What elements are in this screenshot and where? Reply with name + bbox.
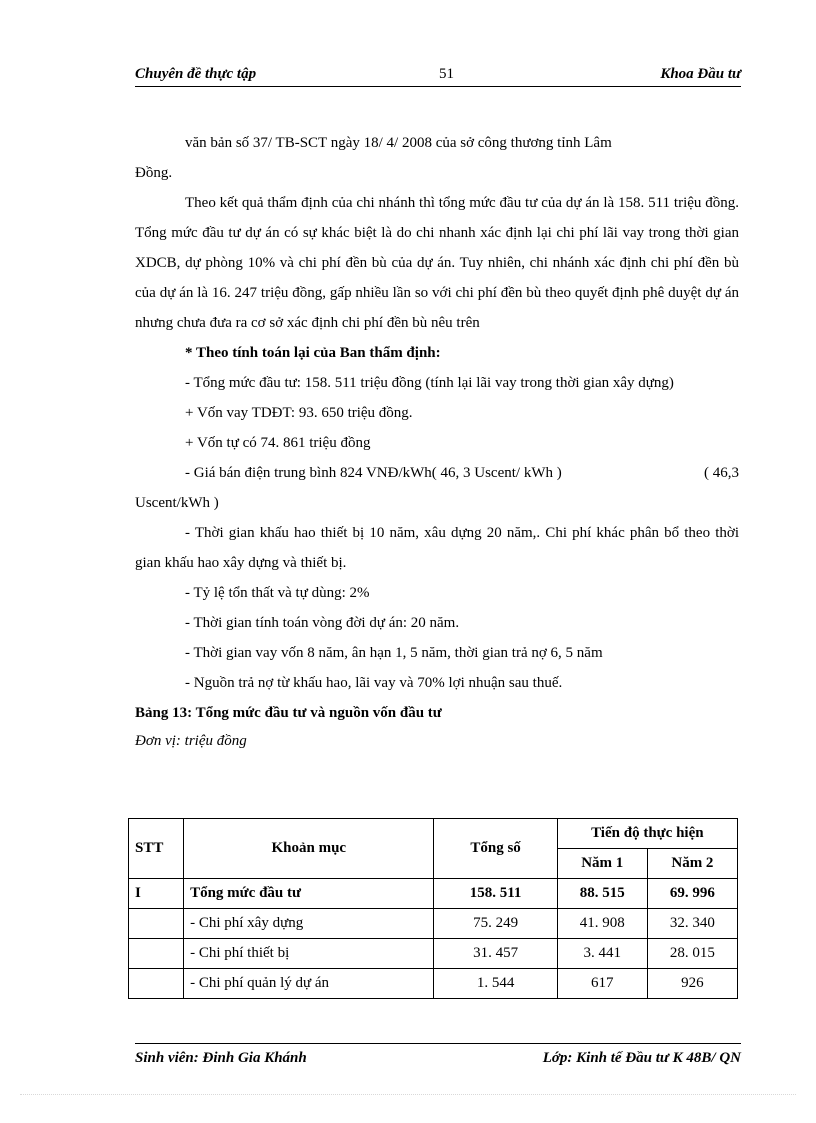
cell-item: Tổng mức đầu tư xyxy=(184,879,434,909)
header-title: Chuyên đề thực tập xyxy=(135,66,257,82)
cell-total: 75. 249 xyxy=(434,909,557,939)
table-row xyxy=(129,969,738,999)
cell-stt xyxy=(129,909,184,939)
header-year-2: Năm 2 xyxy=(647,849,737,879)
cell-year-2: 32. 340 xyxy=(647,909,737,939)
table-unit: Đơn vị: triệu đồng xyxy=(135,733,247,749)
investment-table xyxy=(128,818,738,999)
table-row xyxy=(129,909,738,939)
cell-year-2: 926 xyxy=(647,969,737,999)
table-row xyxy=(129,879,738,909)
item-repayment: - Nguồn trả nợ từ khấu hao, lãi vay và 70% lợi nhuận sau thuế. xyxy=(185,675,563,691)
page-header xyxy=(135,64,741,87)
cell-year-2: 28. 015 xyxy=(647,939,737,969)
item-depreciation: - Thời gian khấu hao thiết bị 10 năm, xâu dựng 20 năm,. Chi phí khác phân bổ theo thời gian khấu hao xây dựng và thiết bị. xyxy=(135,525,739,571)
paragraph-1-line-1: văn bản số 37/ TB-SCT ngày 18/ 4/ 2008 của sở công thương tỉnh Lâm xyxy=(185,135,612,151)
cell-year-2: 69. 996 xyxy=(647,879,737,909)
cell-total: 1. 544 xyxy=(434,969,557,999)
cell-year-1: 88. 515 xyxy=(557,879,647,909)
item-loan-term: - Thời gian vay vốn 8 năm, ân hạn 1, 5 năm, thời gian trả nợ 6, 5 năm xyxy=(185,645,603,661)
footer-student: Sinh viên: Đinh Gia Khánh xyxy=(135,1050,307,1066)
cell-item: - Chi phí xây dựng xyxy=(184,909,434,939)
cell-stt xyxy=(129,939,184,969)
cell-year-1: 617 xyxy=(557,969,647,999)
cell-stt: I xyxy=(129,879,184,909)
body-text xyxy=(135,128,739,754)
cell-item: - Chi phí thiết bị xyxy=(184,939,434,969)
cell-total: 31. 457 xyxy=(434,939,557,969)
item-electricity-price xyxy=(135,458,739,488)
header-item: Khoản mục xyxy=(184,819,434,879)
table-row xyxy=(129,939,738,969)
header-progress: Tiến độ thực hiện xyxy=(557,819,737,849)
footer-class: Lớp: Kinh tế Đầu tư K 48B/ QN xyxy=(542,1050,741,1066)
cell-year-1: 3. 441 xyxy=(557,939,647,969)
page-number: 51 xyxy=(439,66,454,82)
header-stt: STT xyxy=(129,819,184,879)
item-total-investment: - Tổng mức đầu tư: 158. 511 triệu đồng (tính lại lãi vay trong thời gian xây dựng) xyxy=(185,375,674,391)
item-price-text: - Giá bán điện trung bình 824 VNĐ/kWh( 46, 3 Uscent/ kWh ) xyxy=(185,465,562,481)
paragraph-1-line-2: Đồng. xyxy=(135,165,173,181)
table-header-row xyxy=(129,819,738,849)
page-bottom-divider xyxy=(20,1094,796,1095)
item-equity-capital: + Vốn tự có 74. 861 triệu đồng xyxy=(185,435,371,451)
paragraph-2: Theo kết quả thẩm định của chi nhánh thì tổng mức đầu tư của dự án là 158. 511 triệu đồng. Tổng mức đầu tư dự án có sự khác biệt là do chi nhanh xác định lại chi phí lãi vay trong thời gian XDCB, dự phòng 10% và chi phí đền bù của dự án. Tuy nhiên, chi nhánh xác định chi phí đền bù của dự án là 16. 247 triệu đồng, gấp nhiều lần so với chi phí đền bù theo quyết định phê duyệt dự án nhưng chưa đưa ra cơ sở xác định chi phí đền bù nêu trên xyxy=(135,195,739,331)
cell-item: - Chi phí quản lý dự án xyxy=(184,969,434,999)
section-heading: * Theo tính toán lại của Ban thẩm định: xyxy=(185,345,441,361)
item-loan-capital: + Vốn vay TDĐT: 93. 650 triệu đồng. xyxy=(185,405,413,421)
table-caption: Bảng 13: Tổng mức đầu tư và nguồn vốn đầu tư xyxy=(135,705,442,721)
item-loss-rate: - Tỷ lệ tổn thất và tự dùng: 2% xyxy=(185,585,370,601)
header-year-1: Năm 1 xyxy=(557,849,647,879)
cell-total: 158. 511 xyxy=(434,879,557,909)
item-price-repeat: ( 46,3 xyxy=(704,465,739,481)
item-price-unit: Uscent/kWh ) xyxy=(135,495,219,511)
page-footer xyxy=(135,1043,741,1068)
cell-year-1: 41. 908 xyxy=(557,909,647,939)
header-total: Tổng số xyxy=(434,819,557,879)
header-department: Khoa Đầu tư xyxy=(660,66,741,82)
cell-stt xyxy=(129,969,184,999)
item-lifetime: - Thời gian tính toán vòng đời dự án: 20 năm. xyxy=(185,615,460,631)
